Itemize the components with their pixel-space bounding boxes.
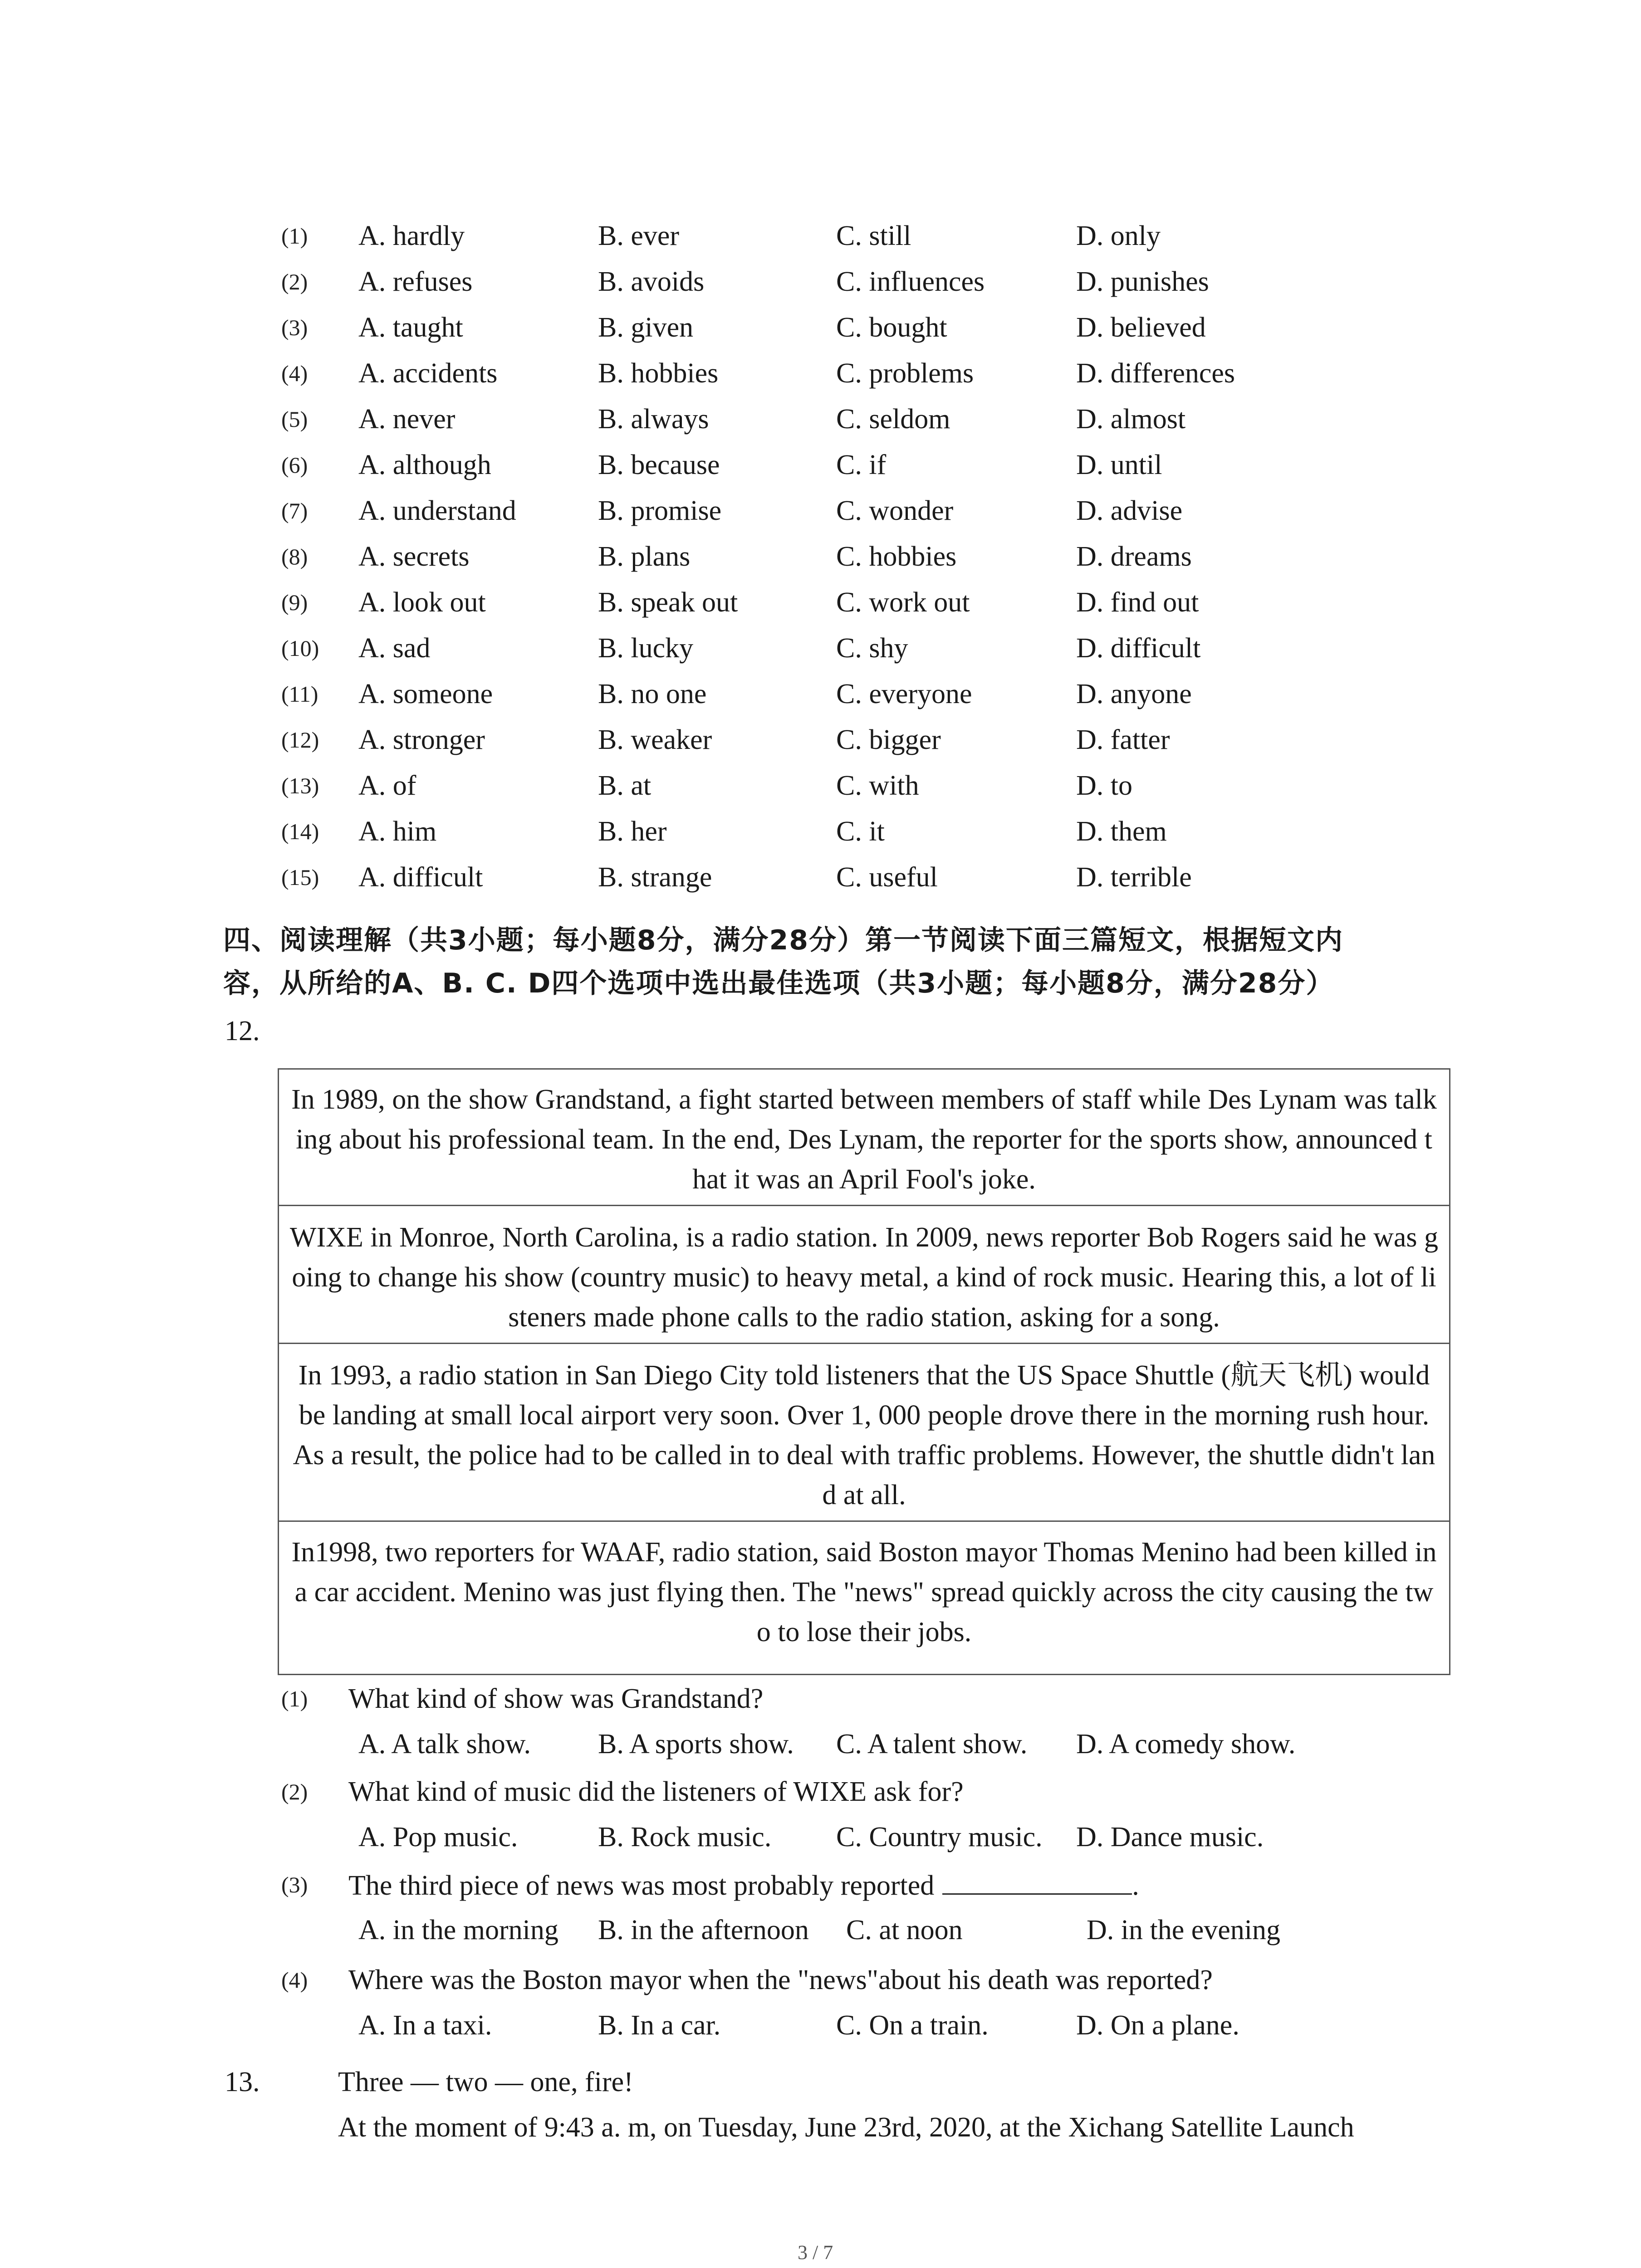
subquestion-stem: Where was the Boston mayor when the "news"about his death was reported? [348, 1965, 1213, 1995]
subquestion-option-a: A. in the morning [358, 1915, 558, 1945]
cloze-option-a: A. secrets [358, 541, 470, 572]
subquestion-text [348, 1964, 1213, 1996]
subquestion-option-a: A. A talk show. [358, 1729, 531, 1760]
cloze-option-a: A. accidents [358, 358, 498, 389]
cloze-item-number: (8) [281, 544, 308, 569]
cloze-option-b: B. weaker [598, 724, 712, 755]
subquestion-stem: What kind of show was Grandstand? [348, 1683, 764, 1714]
cloze-option-c: C. bigger [836, 724, 941, 755]
cloze-item-number: (14) [281, 819, 319, 844]
cloze-item-number: (11) [281, 681, 318, 707]
cloze-option-c: C. still [836, 220, 911, 251]
cloze-item-number: (9) [281, 590, 308, 615]
cloze-option-d: D. only [1076, 220, 1161, 251]
subquestion-stem: What kind of music did the listeners of WIXE ask for? [348, 1776, 964, 1807]
cloze-option-c: C. work out [836, 587, 970, 618]
passage-2: WIXE in Monroe, North Carolina, is a radio station. In 2009, news reporter Bob Rogers said he was going to change his show (country music) to heavy metal, a kind of rock music. Hearing this, a lot of listeners made phone calls to the radio station, asking for a song. [289, 1222, 1439, 1333]
cloze-option-a: A. look out [358, 587, 486, 618]
cloze-option-b: B. her [598, 816, 667, 847]
cloze-item-number: (1) [281, 223, 308, 249]
cloze-option-c: C. bought [836, 312, 947, 343]
cloze-option-d: D. until [1076, 450, 1162, 480]
passage-divider [279, 1343, 1449, 1344]
passages-box [278, 1068, 1450, 1675]
cloze-option-d: D. advise [1076, 495, 1183, 526]
cloze-option-b: B. strange [598, 862, 712, 893]
subquestion-text: The third piece of news was most probably reported . [348, 1869, 1139, 1902]
cloze-option-b: B. lucky [598, 633, 694, 664]
subquestion-option-b: B. in the afternoon [598, 1915, 809, 1945]
subquestion-option-d: D. in the evening [1087, 1915, 1281, 1945]
cloze-option-d: D. dreams [1076, 541, 1192, 572]
cloze-option-b: B. no one [598, 679, 707, 709]
subquestion-option-b: B. Rock music. [598, 1822, 772, 1853]
cloze-option-b: B. speak out [598, 587, 738, 618]
cloze-option-d: D. to [1076, 770, 1132, 801]
cloze-option-a: A. someone [358, 679, 493, 709]
cloze-item-number: (13) [281, 773, 319, 798]
cloze-option-d: D. anyone [1076, 679, 1192, 709]
subquestion-stem: The third piece of news was most probably reported [348, 1870, 935, 1901]
cloze-option-b: B. avoids [598, 266, 705, 297]
passage-divider [279, 1520, 1449, 1522]
cloze-option-d: D. find out [1076, 587, 1199, 618]
cloze-option-b: B. ever [598, 220, 680, 251]
cloze-option-c: C. influences [836, 266, 985, 297]
passage-1: In 1989, on the show Grandstand, a fight started between members of staff while Des Lynam was talking about his professional team. In the end, Des Lynam, the reporter for the sports show, announced that it was an April Fool's joke. [291, 1084, 1437, 1195]
cloze-item-number: (15) [281, 865, 319, 890]
cloze-option-c: C. shy [836, 633, 908, 664]
cloze-option-c: C. everyone [836, 679, 972, 709]
cloze-option-c: C. useful [836, 862, 938, 893]
cloze-option-c: C. wonder [836, 495, 954, 526]
cloze-option-a: A. him [358, 816, 437, 847]
subquestion-option-c: C. at noon [846, 1915, 963, 1945]
subquestion-number: (1) [281, 1686, 308, 1711]
question-13-line-2: At the moment of 9:43 a. m, on Tuesday, June 23rd, 2020, at the Xichang Satellite Launch [338, 2112, 1354, 2143]
cloze-option-c: C. seldom [836, 404, 950, 435]
cloze-option-d: D. fatter [1076, 724, 1170, 755]
cloze-option-a: A. hardly [358, 220, 465, 251]
subquestion-option-b: B. A sports show. [598, 1729, 794, 1760]
subquestion-text [348, 1776, 964, 1808]
answer-blank [942, 1869, 1132, 1895]
cloze-item-number: (2) [281, 269, 308, 294]
cloze-option-c: C. with [836, 770, 919, 801]
question-12-number: 12. [225, 1016, 260, 1046]
cloze-option-a: A. of [358, 770, 416, 801]
cloze-option-b: B. promise [598, 495, 722, 526]
cloze-option-a: A. sad [358, 633, 431, 664]
passage-4: In1998, two reporters for WAAF, radio station, said Boston mayor Thomas Menino had been killed in a car accident. Menino was just flying then. The "news" spread quickly across the city causing the two to lose their jobs. [291, 1537, 1437, 1647]
section-heading-line-2: 容，从所给的A、B. C. D四个选项中选出最佳选项（共3小题；每小题8分，满分28分） [223, 968, 1334, 999]
cloze-option-d: D. punishes [1076, 266, 1209, 297]
subquestion-option-c: C. On a train. [836, 2010, 989, 2041]
cloze-option-b: B. given [598, 312, 694, 343]
cloze-option-a: A. understand [358, 495, 516, 526]
subquestion-number: (2) [281, 1779, 308, 1804]
cloze-item-number: (7) [281, 498, 308, 523]
subquestion-option-d: D. Dance music. [1076, 1822, 1264, 1853]
subquestion-option-c: C. Country music. [836, 1822, 1043, 1853]
cloze-option-c: C. it [836, 816, 885, 847]
cloze-option-a: A. stronger [358, 724, 485, 755]
cloze-option-c: C. problems [836, 358, 974, 389]
cloze-option-d: D. believed [1076, 312, 1206, 343]
subquestion-option-a: A. Pop music. [358, 1822, 518, 1853]
cloze-option-b: B. plans [598, 541, 691, 572]
cloze-item-number: (3) [281, 315, 308, 340]
passage-divider [279, 1205, 1449, 1206]
cloze-option-a: A. never [358, 404, 456, 435]
cloze-option-b: B. at [598, 770, 652, 801]
cloze-item-number: (10) [281, 635, 319, 661]
subquestion-option-a: A. In a taxi. [358, 2010, 492, 2041]
section-heading-line-1: 四、阅读理解（共3小题；每小题8分，满分28分）第一节阅读下面三篇短文，根据短文内 [223, 924, 1343, 956]
subquestion-option-d: D. On a plane. [1076, 2010, 1239, 2041]
cloze-option-d: D. differences [1076, 358, 1235, 389]
passage-3: In 1993, a radio station in San Diego City told listeners that the US Space Shuttle (航天飞机) would be landing at small local airport very soon. Over 1, 000 people drove there in the morning rush hour. As a result, the police had to be called in to deal with traffic problems. However, the shuttle didn't land at all. [293, 1360, 1435, 1510]
cloze-option-d: D. difficult [1076, 633, 1201, 664]
cloze-item-number: (5) [281, 406, 308, 432]
cloze-option-a: A. difficult [358, 862, 483, 893]
cloze-item-number: (4) [281, 361, 308, 386]
cloze-option-a: A. although [358, 450, 491, 480]
cloze-option-b: B. hobbies [598, 358, 719, 389]
cloze-option-d: D. almost [1076, 404, 1186, 435]
subquestion-option-b: B. In a car. [598, 2010, 721, 2041]
question-13-number: 13. [225, 2067, 260, 2097]
subquestion-option-d: D. A comedy show. [1076, 1729, 1296, 1760]
cloze-option-b: B. because [598, 450, 720, 480]
subquestion-text [348, 1683, 763, 1715]
page-number: 3 / 7 [798, 2241, 833, 2263]
question-13-line-1: Three — two — one, fire! [338, 2067, 633, 2097]
cloze-item-number: (6) [281, 452, 308, 478]
subquestion-option-c: C. A talent show. [836, 1729, 1028, 1760]
cloze-option-d: D. terrible [1076, 862, 1192, 893]
cloze-option-d: D. them [1076, 816, 1167, 847]
cloze-option-c: C. if [836, 450, 887, 480]
cloze-item-number: (12) [281, 727, 319, 753]
subquestion-number: (3) [281, 1872, 308, 1897]
cloze-option-b: B. always [598, 404, 709, 435]
cloze-option-a: A. refuses [358, 266, 473, 297]
cloze-option-c: C. hobbies [836, 541, 957, 572]
cloze-option-a: A. taught [358, 312, 463, 343]
subquestion-number: (4) [281, 1967, 308, 1993]
